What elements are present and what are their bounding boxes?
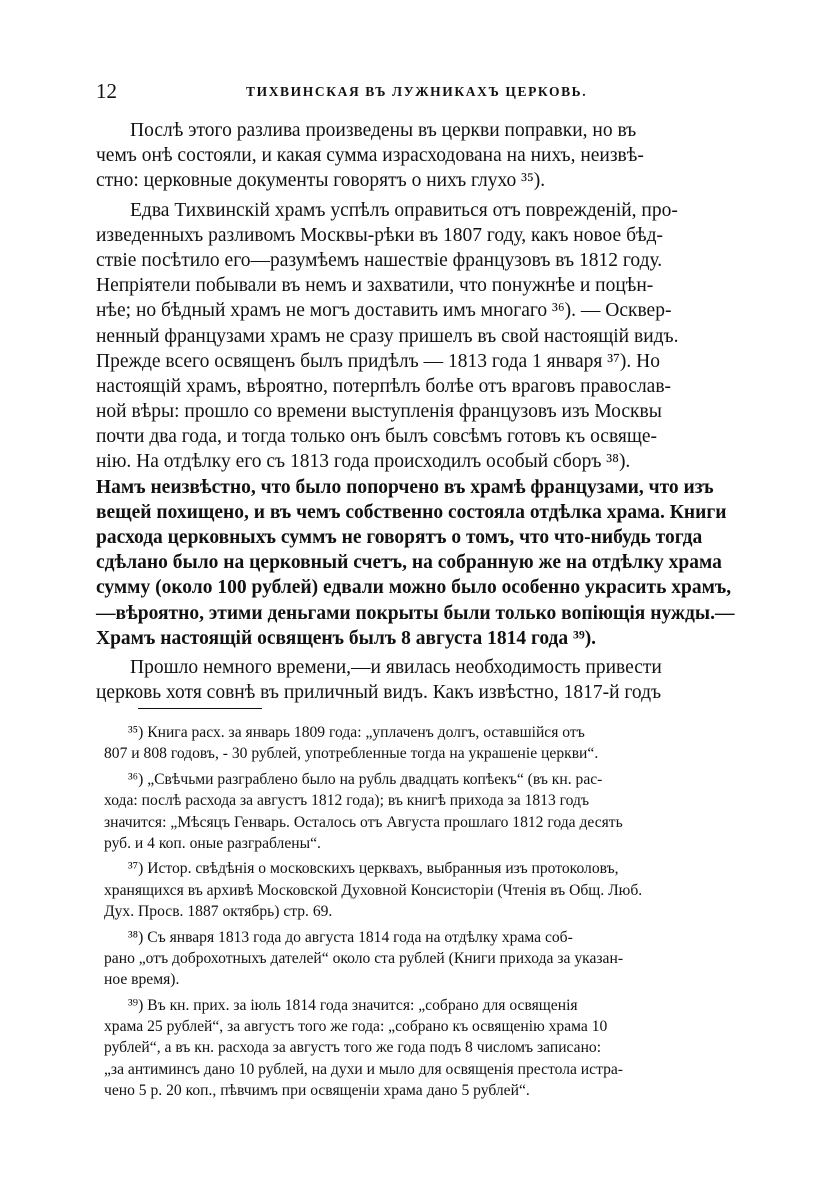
footnote-38: ³⁸) Съ января 1813 года до августа 1814 года на отдѣлку храма соб-: [128, 928, 573, 946]
footnotes: [104, 722, 714, 1102]
footnote-line: чено 5 р. 20 коп., пѣвчимъ при освященіи храма дано 5 рублей“.: [104, 1082, 530, 1100]
text-line: расхода церковныхъ суммъ не говорятъ о томъ, что что-нибудь тогда: [96, 527, 703, 548]
text-line: Намъ неизвѣстно, что было попорчено въ храмѣ французами, что изъ: [96, 476, 714, 498]
text-line: церковь хотя совнѣ въ приличный видъ. Какъ извѣстно, 1817-й годъ: [96, 682, 662, 704]
text-line: Едва Тихвинскій храмъ успѣлъ оправиться отъ поврежденій, про-: [130, 199, 678, 221]
footnote-line: храма 25 рублей“, за августъ того же года: „собрано къ освященію храма 10: [104, 1018, 608, 1036]
text-line: изведенныхъ разливомъ Москвы-рѣки въ 1807 году, какъ новое бѣд-: [96, 224, 664, 246]
text-line: нію. На отдѣлку его съ 1813 года происходилъ особый сборъ ³⁸).: [96, 451, 631, 473]
text-line: нѣе; но бѣдный храмъ не могъ доставить имъ многаго ³⁶). — Осквер-: [96, 300, 672, 322]
footnote-line: ное время).: [104, 971, 180, 989]
footnote-line: хранящихся въ архивѣ Московской Духовной Консисторіи (Чтенія въ Общ. Люб.: [104, 881, 643, 899]
text-line: Прошло немного времени,—и явилась необходимость привести: [130, 656, 662, 678]
footnote-35: ³⁵) Книга расх. за январь 1809 года: „уплаченъ долгъ, оставшійся отъ: [128, 724, 585, 741]
footnote-line: Дух. Просв. 1887 октябрь) стр. 69.: [104, 903, 333, 921]
footnote-39: ³⁹) Въ кн. прих. за іюль 1814 года значится: „собрано для освященія: [128, 996, 578, 1014]
text-line: вещей похищено, и въ чемъ собственно состояла отдѣлка храма. Книги: [96, 501, 727, 523]
footnote-line: значится: „Мѣсяцъ Генварь. Осталось отъ Августа прошлаго 1812 года десять: [104, 813, 623, 831]
footnote-divider: [138, 708, 262, 709]
text-line: Храмъ настоящій освященъ былъ 8 августа 1814 года ³⁹).: [96, 627, 597, 649]
text-line: стно: церковные документы говорятъ о нихъ глухо ³⁵).: [96, 170, 546, 192]
text-line: Прежде всего освященъ былъ придѣлъ — 1813 года 1 января ³⁷). Но: [96, 350, 660, 372]
text-line: почти два года, и тогда только онъ былъ совсѣмъ готовъ къ освяще-: [96, 426, 658, 448]
page-number: 12: [96, 79, 117, 103]
footnote-line: хода: послѣ расхода за августъ 1812 года); въ книгѣ прихода за 1813 годъ: [104, 792, 590, 810]
text-line: ненный французами храмъ не сразу пришелъ въ свой настоящій видъ.: [96, 325, 679, 347]
text-line: чемъ онѣ состояли, и какая сумма израсходована на нихъ, неизвѣ-: [96, 145, 644, 167]
text-line: Послѣ этого разлива произведены въ церкви поправки, но въ: [130, 120, 637, 141]
footnote-line: 807 и 808 годовъ, - 30 рублей, употребленные тогда на украшеніе церкви“.: [104, 745, 599, 763]
text-line: Непріятели побывали въ немъ и захватили, что понужнѣе и поцѣн-: [96, 275, 654, 297]
text-line: —вѣроятно, этими деньгами покрыты были только вопіющія нужды.—: [96, 602, 735, 624]
main-text: [96, 118, 735, 705]
running-title: ТИХВИНСКАЯ ВЪ ЛУЖНИКАХЪ ЦЕРКОВЬ.: [246, 84, 588, 99]
footnote-36: ³⁶) „Свѣчьми разграблено было на рубль двадцать копѣекъ“ (въ кн. рас-: [128, 770, 603, 788]
text-line: сумму (около 100 рублей) едвали можно было особенно украсить храмъ,: [96, 577, 732, 599]
text-line: настоящій храмъ, вѣроятно, потерпѣлъ болѣе отъ враговъ православ-: [96, 375, 672, 397]
footnote-line: рублей“, а въ кн. расхода за августъ того же года подъ 8 числомъ записано:: [104, 1039, 602, 1057]
footnote-line: „за антиминсъ дано 10 рублей, на духи и мыло для освященія престола истра-: [104, 1060, 623, 1078]
footnote-line: руб. и 4 коп. оные разграблены“.: [104, 834, 321, 852]
text-line: сдѣлано было на церковный счетъ, на собранную же на отдѣлку храма: [96, 552, 722, 574]
page-header: [96, 80, 716, 104]
text-line: ной вѣры: прошло со времени выступленія французовъ изъ Москвы: [96, 401, 662, 423]
text-line: ствіе посѣтило его—разумѣемъ нашествіе французовъ въ 1812 году.: [96, 249, 663, 271]
footnote-37: ³⁷) Истор. свѣдѣнія о московскихъ церквахъ, выбранныя изъ протоколовъ,: [128, 860, 619, 878]
footnote-line: рано „отъ доброхотныхъ дателей“ около ста рублей (Книги прихода за указан-: [104, 949, 624, 967]
